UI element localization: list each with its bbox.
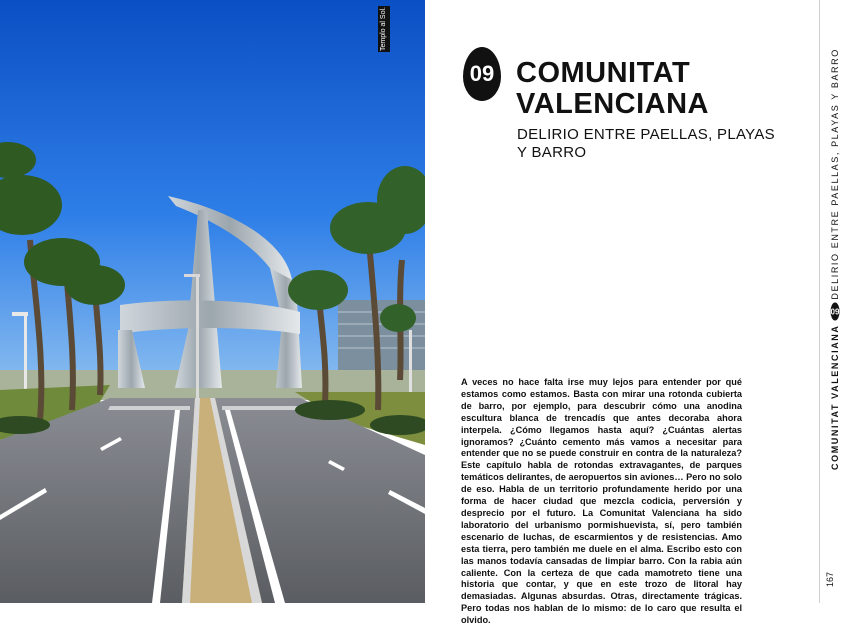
chapter-title: COMUNITAT VALENCIANA bbox=[516, 57, 709, 120]
photo-caption: Templo al Sol. bbox=[378, 6, 390, 52]
chapter-subtitle: DELIRIO ENTRE PAELLAS, PLAYAS Y BARRO bbox=[517, 126, 775, 161]
chapter-number-badge: 09 bbox=[463, 47, 501, 101]
page-number: 167 bbox=[825, 571, 835, 587]
roundabout-photo bbox=[0, 0, 425, 603]
running-head-region: COMUNITAT VALENCIANA bbox=[830, 324, 840, 470]
running-head-number: 09 bbox=[831, 303, 840, 321]
chapter-intro-text: A veces no hace falta irse muy lejos para entender por qué estamos como estamos. Basta con mirar una rotonda cubierta de barro, por ejemplo, para descubrir cómo una anodina escultura blanca de trencadís que antes decoraba ahora interpela. ¿Cómo llegamos hasta aquí? ¿Cuántas alertas ignoramos? ¿Cuánto cemento más vamos a necesitar para entender que no se puede construir en contra de la naturaleza? Este capítulo habla de rotondas extravagantes, de parques temáticos delirantes, de aeropuertos sin aviones… Pero no solo de eso. Habla de un territorio profundamente herido por una forma de hacer ciudad que mezcla codicia, perversión y desprecio por el futuro. La Comunitat Valenciana ha sido laboratorio del urbanismo pormishuevista, sí, pero también escenario de luchas, de escarmientos y de resistencias. Amo esta tierra, pero también me duele en el alma. Escribo esto con las manos todavía cansadas de limpiar barro. Con la rabia aún caliente. Con la certeza de que cada mamotreto tiene una historia que contar, y que en este trozo de litoral hay demasiadas. Algunas absurdas. Otras, directamente trágicas. Pero todas nos hablan de lo mismo: de lo caro que resulta el olvido. bbox=[461, 377, 742, 626]
page-margin-rule bbox=[819, 0, 820, 603]
running-head bbox=[826, 48, 844, 470]
running-head-subtitle: DELIRIO ENTRE PAELLAS, PLAYAS Y BARRO bbox=[830, 48, 840, 300]
